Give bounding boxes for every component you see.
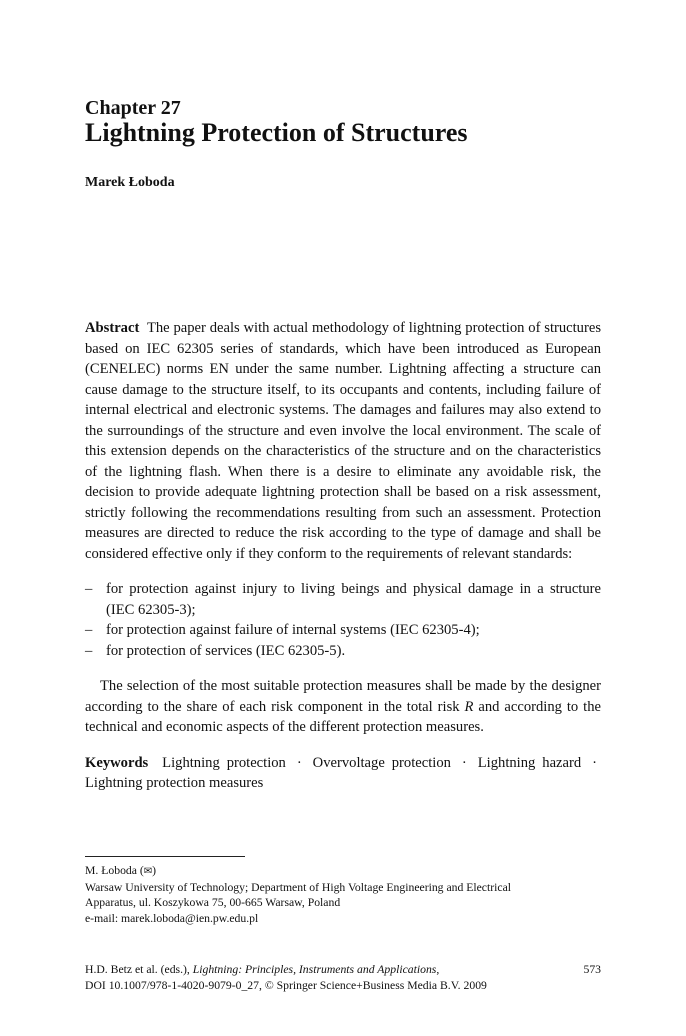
list-item: – for protection of services (IEC 62305-5). <box>85 641 601 662</box>
abstract-section <box>85 318 601 794</box>
footnote-affiliation-1: Warsaw University of Technology; Department of High Voltage Engineering and Electrical <box>85 880 512 894</box>
keyword: Overvoltage protection <box>312 754 451 771</box>
keyword-separator: · <box>296 754 302 771</box>
envelope-icon: ✉ <box>143 866 153 877</box>
dash-bullet: – <box>85 622 93 638</box>
footer-citation: H.D. Betz et al. (eds.), Lightning: Principles, Instruments and Applications, <box>85 963 440 976</box>
footer-citation-row <box>85 962 601 978</box>
keyword: Lightning hazard <box>477 754 582 771</box>
doi-line: DOI 10.1007/978-1-4020-9079-0_27, © Springer Science+Business Media B.V. 2009 <box>85 979 487 992</box>
keyword: Lightning protection measures <box>85 775 264 791</box>
keywords-section <box>85 753 601 794</box>
keyword: Lightning protection <box>162 754 286 771</box>
list-item: – for protection against injury to living beings and physical damage in a structure (IEC 62305-3); <box>85 581 601 618</box>
footer-doi-row <box>85 978 601 994</box>
dash-bullet: – <box>85 581 93 597</box>
standards-list <box>85 579 601 661</box>
chapter-title: Lightning Protection of Structures <box>85 118 468 147</box>
list-item: – for protection against failure of internal systems (IEC 62305-4); <box>85 620 601 641</box>
footnote-affiliation-2: Apparatus, ul. Koszykowa 75, 00-665 Warsaw, Poland <box>85 896 341 909</box>
chapter-label: Chapter 27 <box>85 97 181 119</box>
footnote <box>85 863 601 926</box>
abstract-paragraph-1 <box>85 318 601 564</box>
abstract-text: The paper deals with actual methodology of lightning protection of structures based on IEC 62305 series of standards, which have been introduced as European (CENELEC) norms EN under the same number. Lightning affecting a structure can cause damage to the structure itself, to its occupants and contents, including failure of internal electrical and electronic systems. The damages and failures may also extend to the surroundings of the structure and even involve the local environment. The scale of this extension depends on the characteristics of the structure and on the characteristics of the lightning flash. When there is a desire to eliminate any avoidable risk, the decision to provide adequate lightning protection shall be based on a risk assessment, strictly following the recommendations resulting from such an assessment. Protection measures are directed to reduce the risk according to the type of damage and shall be considered effective only if they conform to the requirements of relevant standards: <box>85 320 601 562</box>
page-number: 573 <box>583 963 601 976</box>
author-name: Marek Łoboda <box>85 175 175 190</box>
book-title: Lightning: Principles, Instruments and Applications <box>192 963 437 976</box>
page-footer <box>85 962 601 994</box>
keywords-label: Keywords <box>85 754 149 771</box>
footnote-email[interactable]: e-mail: marek.loboda@ien.pw.edu.pl <box>85 911 259 925</box>
abstract-label: Abstract <box>85 320 140 336</box>
footnote-author: M. Łoboda (✉) <box>85 864 157 877</box>
keyword-separator: · <box>592 754 597 771</box>
keyword-separator: · <box>461 754 467 771</box>
risk-variable: R <box>464 698 474 715</box>
abstract-paragraph-2: The selection of the most suitable protection measures shall be made by the designer according to the share of each risk component in the total risk R and according to the technical and economic aspects of the different protection measures. <box>85 678 601 735</box>
dash-bullet: – <box>85 642 93 659</box>
footnote-divider <box>85 856 245 857</box>
